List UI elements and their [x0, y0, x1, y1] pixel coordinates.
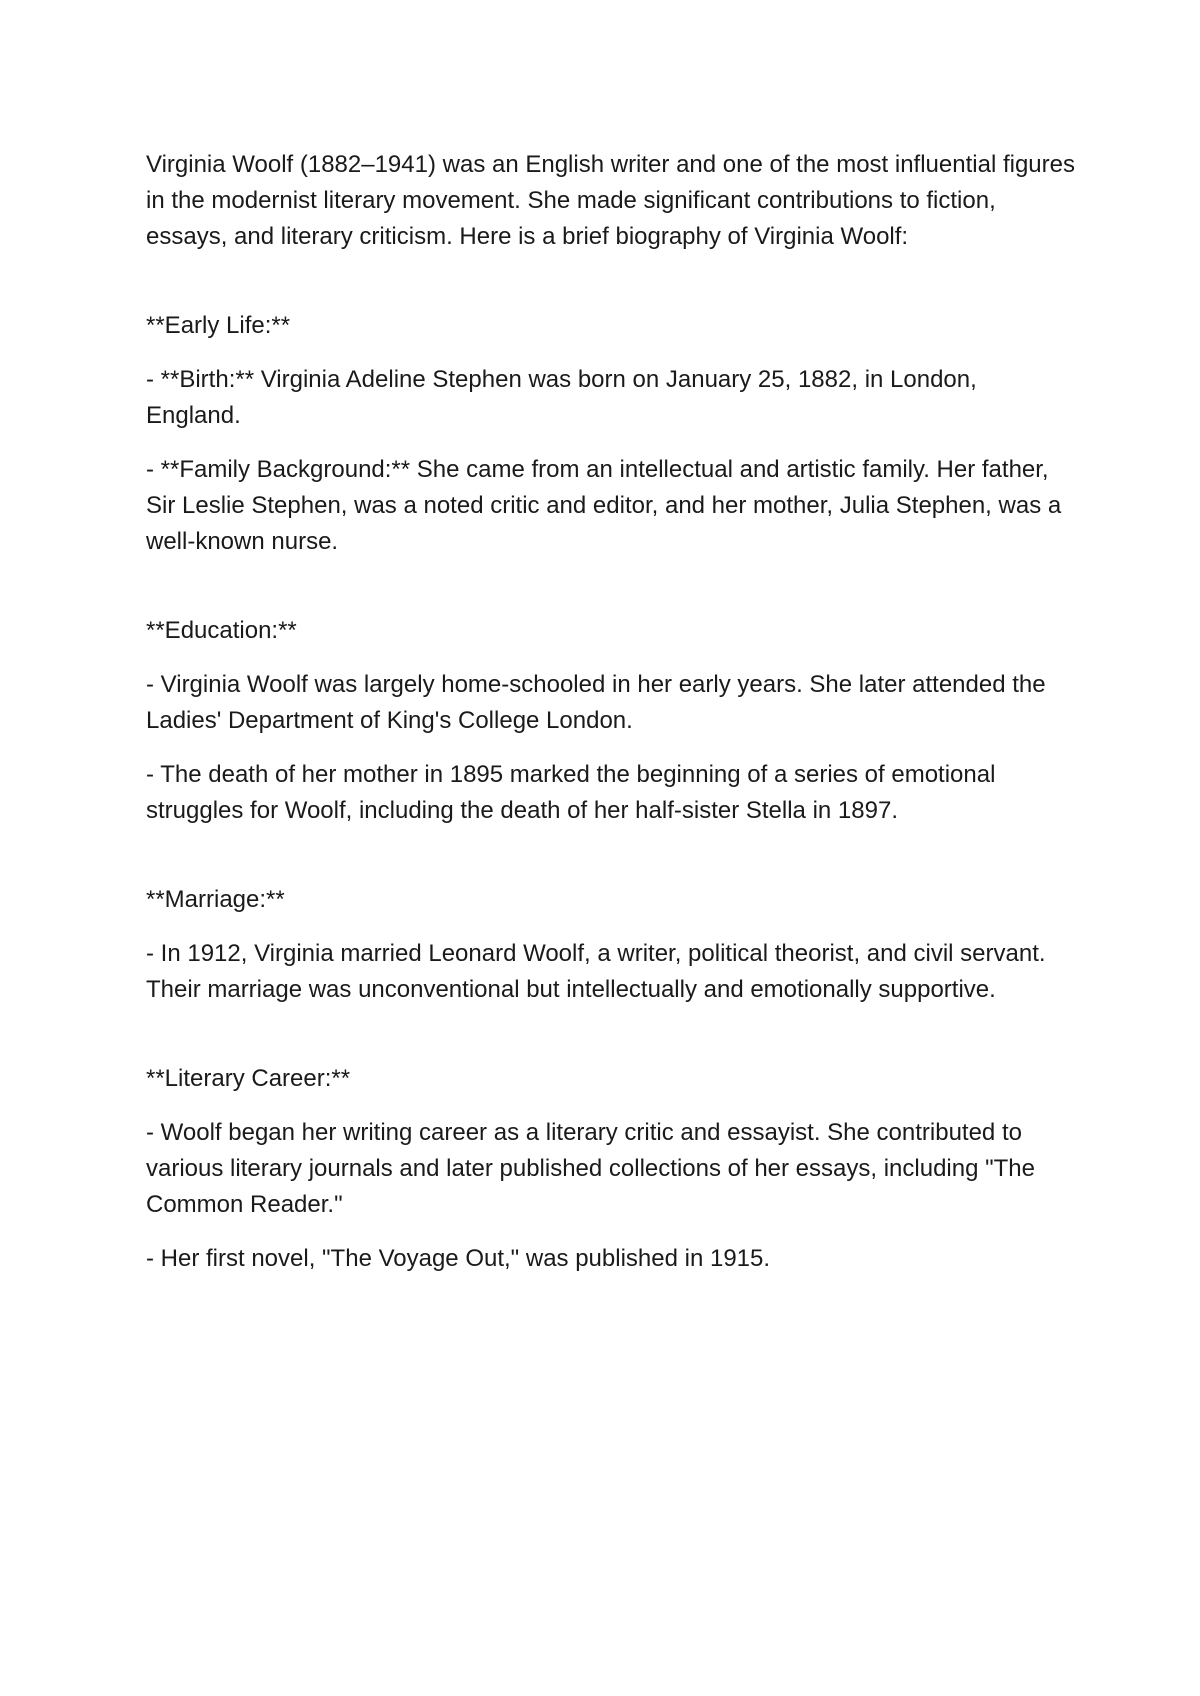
section-heading: **Marriage:**	[146, 886, 285, 913]
intro-paragraph: Virginia Woolf (1882–1941) was an English writer and one of the most influential figures in the modernist literary movement. She made significant contributions to fiction, essays, and literary criticism. Here is a brief biography of Virginia Woolf:	[146, 151, 1075, 250]
list-item: - **Birth:** Virginia Adeline Stephen was born on January 25, 1882, in London, England.	[146, 366, 977, 429]
list-item: - **Family Background:** She came from an intellectual and artistic family. Her father, Sir Leslie Stephen, was a noted critic and editor, and her mother, Julia Stephen, was a well-known nurse.	[146, 456, 1062, 555]
section-education	[146, 613, 1076, 829]
section-early-life	[146, 308, 1076, 560]
section-heading: **Education:**	[146, 617, 297, 644]
list-item: - The death of her mother in 1895 marked the beginning of a series of emotional struggles for Woolf, including the death of her half-sister Stella in 1897.	[146, 761, 996, 824]
list-item: - Virginia Woolf was largely home-schooled in her early years. She later attended the Ladies' Department of King's College London.	[146, 671, 1046, 734]
section-heading: **Literary Career:**	[146, 1065, 351, 1092]
list-item: - Her first novel, "The Voyage Out," was published in 1915.	[146, 1245, 771, 1272]
list-item: - Woolf began her writing career as a literary critic and essayist. She contributed to various literary journals and later published collections of her essays, including "The Common Reader."	[146, 1119, 1035, 1218]
section-marriage	[146, 882, 1076, 1008]
section-heading: **Early Life:**	[146, 312, 291, 339]
document-body	[146, 147, 1076, 1295]
section-literary-career	[146, 1061, 1076, 1277]
list-item: - In 1912, Virginia married Leonard Woolf, a writer, political theorist, and civil servant. Their marriage was unconventional but intellectually and emotionally supportive.	[146, 940, 1046, 1003]
